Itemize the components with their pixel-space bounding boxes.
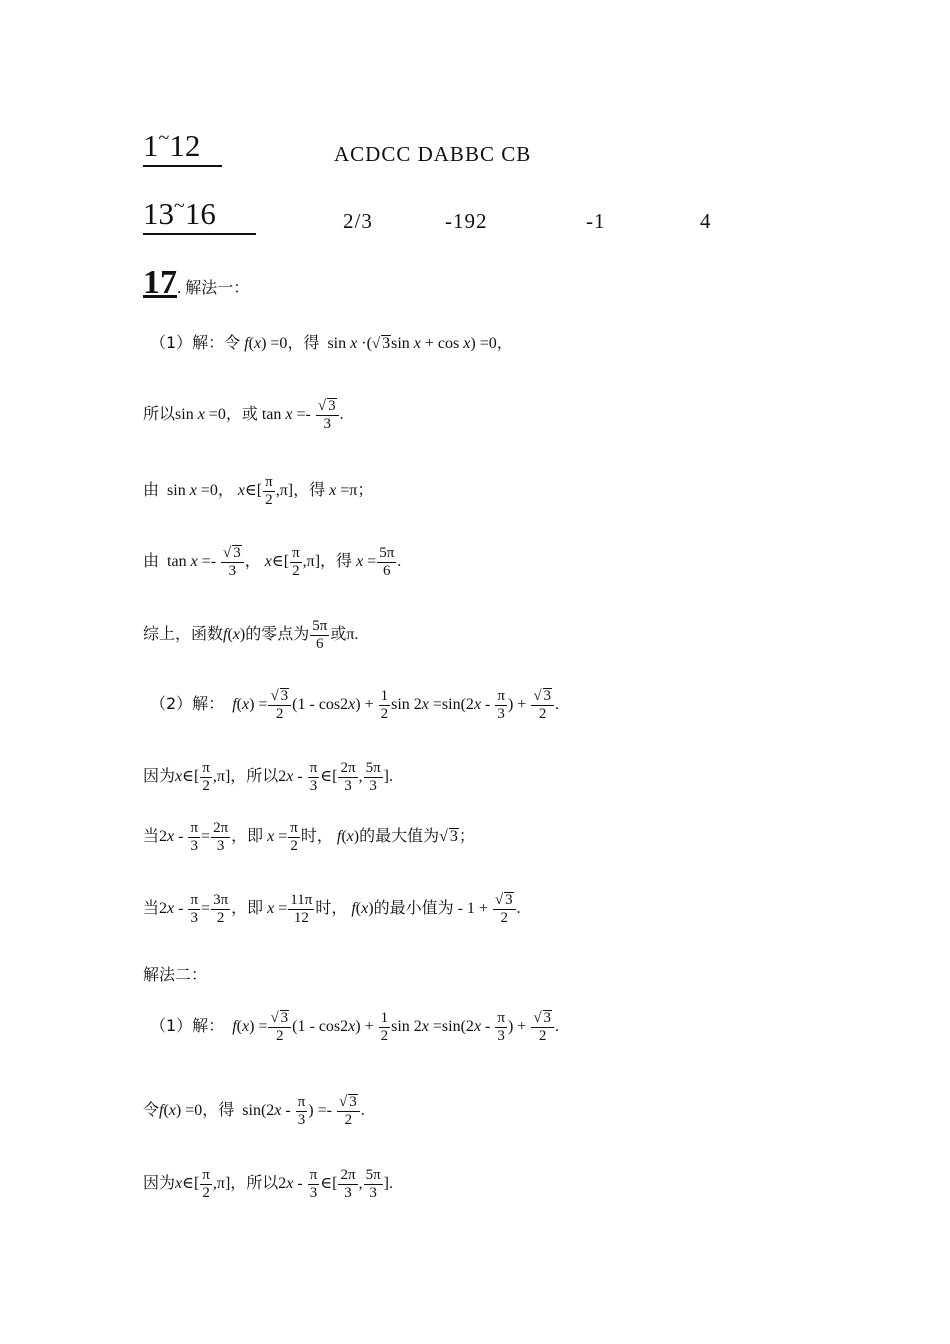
part2-line1: （2）解： f(x) = $\frac{√ 3}{2}$ (1 - cos2x) + $\frac{1}{2}$ sin 2x =sin(2x - $\frac{\pi}{3}$ ) + $\frac{√ 3}{2}$ . [150,688,560,722]
part1-line3: 由 sin x =0， x∈[ $\frac{\pi}{2}$ ,π]，得 x =π； [143,474,374,508]
multiple-choice-answers: ACDCC DABBC CB [334,142,532,166]
answer-range-label-1: 1~12 [143,128,222,164]
method2-line2: 令f(x) =0，得 sin(2x - $\frac{\pi}{3}$ ) =- $\frac{√ 3}{2}$ . [143,1094,365,1128]
part1-conclusion: 综上，函数f(x)的零点为 $\frac{5\pi}{6}$ 或π. [143,618,359,652]
part1-line4: 由 tan x =- $\frac{√ 3}{3}$ ， x∈[ $\frac{\pi}{2}$ ,π]，得 x = $\frac{5\pi}{6}$ . [143,545,402,579]
part2-line2: 因为x∈[ $\frac{\pi}{2}$ ,π]，所以2x - $\frac{\pi}{3}$ ∈[ $\frac{2\pi}{3}$ , $\frac{5\pi}{3}$ ]. [143,760,393,794]
part2-min: 当2x - $\frac{\pi}{3}$ = $\frac{3\pi}{2}$ ，即 x = $\frac{11\pi}{12}$ 时， f(x)的最小值为 - 1 + $\frac{√ 3}{2}$ . [143,892,521,926]
part2-max: 当2x - $\frac{\pi}{3}$ = $\frac{2\pi}{3}$ ，即 x = $\frac{\pi}{2}$ 时， f(x)的最大值为√ 3； [143,820,475,854]
fill-answer-14: -192 [445,209,488,233]
fill-answer-15: -1 [586,209,606,233]
method2-line3: 因为x∈[ $\frac{\pi}{2}$ ,π]，所以2x - $\frac{\pi}{3}$ ∈[ $\frac{2\pi}{3}$ , $\frac{5\pi}{3}$ ]. [143,1167,393,1201]
part1-line1: （1）解：令 f(x) =0，得 sin x ·(√ 3sin x + cos x) =0， [150,333,513,352]
fill-answer-16: 4 [700,209,712,233]
fill-answer-13: 2/3 [343,209,373,233]
question-17-heading: 17. 解法一： [143,264,250,301]
part1-line2: 所以sin x =0，或 tan x =- $\frac{√ 3}{3}$ . [143,398,344,432]
answer-range-label-2: 13~16 [143,196,256,232]
method-2-heading: 解法二： [143,965,208,984]
method2-line1: （1）解： f(x) = $\frac{√ 3}{2}$ (1 - cos2x) + $\frac{1}{2}$ sin 2x =sin(2x - $\frac{\pi}{3}$ ) + $\frac{√ 3}{2}$ . [150,1010,560,1044]
